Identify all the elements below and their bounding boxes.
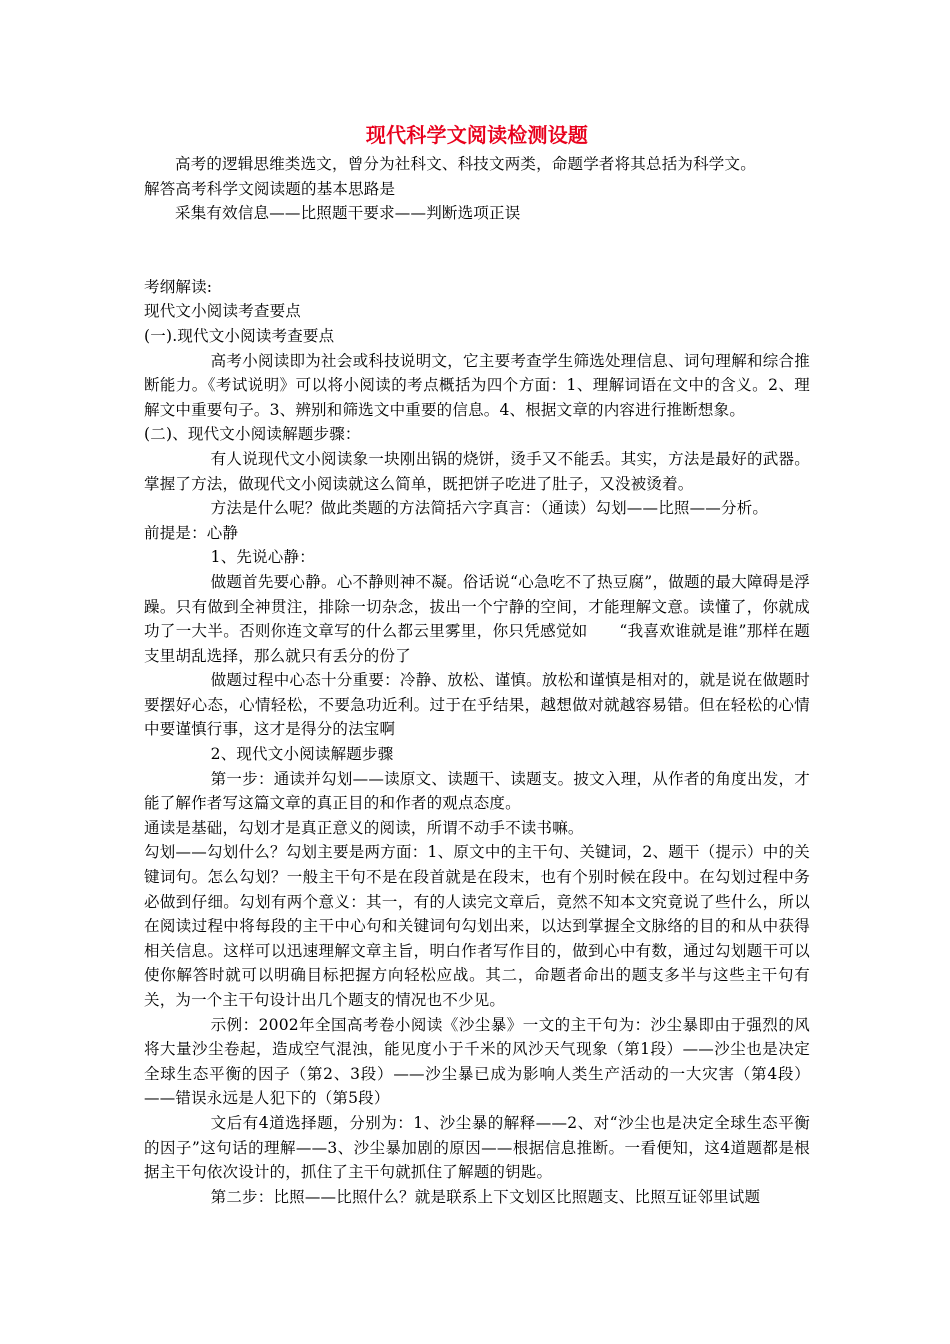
document-page: [144, 118, 810, 1209]
heading-calm: 1、先说心静：: [210, 548, 315, 567]
heading-syllabus: 考纲解读:: [144, 277, 213, 296]
paragraph-questions: 文后有4道选择题，分别为：1、沙尘暴的解释——2、对“沙尘也是决定全球生态平衡的因子”这句话的理解——3、沙尘暴加剧的原因——根据信息推断。一看便知，这4道题都是根据主干句依次设计的，抓住了主干句就抓住了解题的钥匙。: [144, 1113, 810, 1182]
paragraph-step-one: 第一步：通读并勾划——读原文、读题干、读题支。披文入理，从作者的角度出发，才能了解作者写这篇文章的真正目的和作者的观点态度。: [144, 769, 810, 813]
heading-steps: 2、现代文小阅读解题步骤: [210, 745, 394, 764]
heading-section-two: (二)、现代文小阅读解题步骤：: [144, 425, 361, 444]
paragraph-method: 方法是什么呢？做此类题的方法简括六字真言：（通读）勾划——比照——分析。: [210, 499, 769, 518]
paragraph-mindset: 做题过程中心态十分重要：冷静、放松、谨慎。放松和谨慎是相对的，就是说在做题时要摆好心态，心情轻松，不要急功近利。过于在乎结果，越想做对就越容易错。但在轻松的心情中要谨慎行事，这才是得分的法宝啊: [144, 671, 810, 739]
paragraph-reading-basis: 通读是基础，勾划才是真正意义的阅读，所谓不动手不读书嘛。: [144, 818, 584, 837]
paragraph-pancake: 有人说现代文小阅读象一块刚出锅的烧饼，烫手又不能丢。其实，方法是最好的武器。掌握了方法，做现代文小阅读就这么简单，既把饼子吃进了肚子，又没被烫着。: [144, 449, 810, 493]
paragraph-step-two: 第二步：比照——比照什么？就是联系上下文划区比照题支、比照互证邻里试题: [210, 1187, 761, 1206]
paragraph-intro: 高考的逻辑思维类选文，曾分为社科文、科技文两类，命题学者将其总括为科学文。: [175, 155, 756, 173]
paragraph-calm: 做题首先要心静。心不静则神不凝。俗话说“心急吃不了热豆腐”，做题的最大障碍是浮躁。只有做到全神贯注，排除一切杂念，拔出一个宁静的空间，才能理解文意。读懂了，你就成功了一大半。否则你连文章写的什么都云里雾里，你只凭感觉如 “我喜欢谁就是谁”那样在题支里胡乱选择，那么就只有丢分的份了: [144, 572, 810, 665]
paragraph-example: 示例：2002年全国高考卷小阅读《沙尘暴》一文的主干句为：沙尘暴即由于强烈的风将大量沙尘卷起，造成空气混浊，能见度小于千米的风沙天气现象（第1段）——沙尘也是决定全球生态平衡的因子（第2、3段）——沙尘暴已成为影响人类生产活动的一大灾害（第4段）——错误永远是人犯下的（第5段）: [144, 1015, 810, 1108]
paragraph-premise: 前提是：心静: [144, 523, 239, 542]
document-title: 现代科学文阅读检测设题: [365, 123, 589, 147]
paragraph-key-points: 高考小阅读即为社会或科技说明文，它主要考查学生筛选处理信息、词句理解和综合推断能力。《考试说明》可以将小阅读的考点概括为四个方面：1、理解词语在文中的含义。2、理解文中重要句子。3、辨别和筛选文中重要的信息。4、根据文章的内容进行推断想象。: [144, 351, 810, 419]
paragraph-approach: 解答高考科学文阅读题的基本思路是: [144, 179, 396, 198]
heading-section-one: (一).现代文小阅读考查要点: [144, 326, 335, 345]
heading-key-points: 现代文小阅读考查要点: [144, 302, 302, 321]
paragraph-approach-steps: 采集有效信息——比照题干要求——判断选项正误: [175, 204, 521, 223]
paragraph-marking: 勾划——勾划什么？勾划主要是两方面：1、原文中的主干句、关键词，2、题干（提示）中的关键词句。怎么勾划？一般主干句不是在段首就是在段末，也有个别时候在段中。在勾划过程中务必做到仔细。勾划有两个意义：其一，有的人读完文章后，竟然不知本文究竟说了些什么，所以在阅读过程中将每段的主干中心句和关键词句勾划出来，以达到掌握全文脉络的目的和从中获得相关信息。这样可以迅速理解文章主旨，明白作者写作目的，做到心中有数，通过勾划题干可以使你解答时就可以明确目标把握方向轻松应战。其二，命题者命出的题支多半与这些主干句有关，为一个主干句设计出几个题支的情况也不少见。: [144, 843, 810, 1009]
blank-spacer: [144, 226, 810, 275]
